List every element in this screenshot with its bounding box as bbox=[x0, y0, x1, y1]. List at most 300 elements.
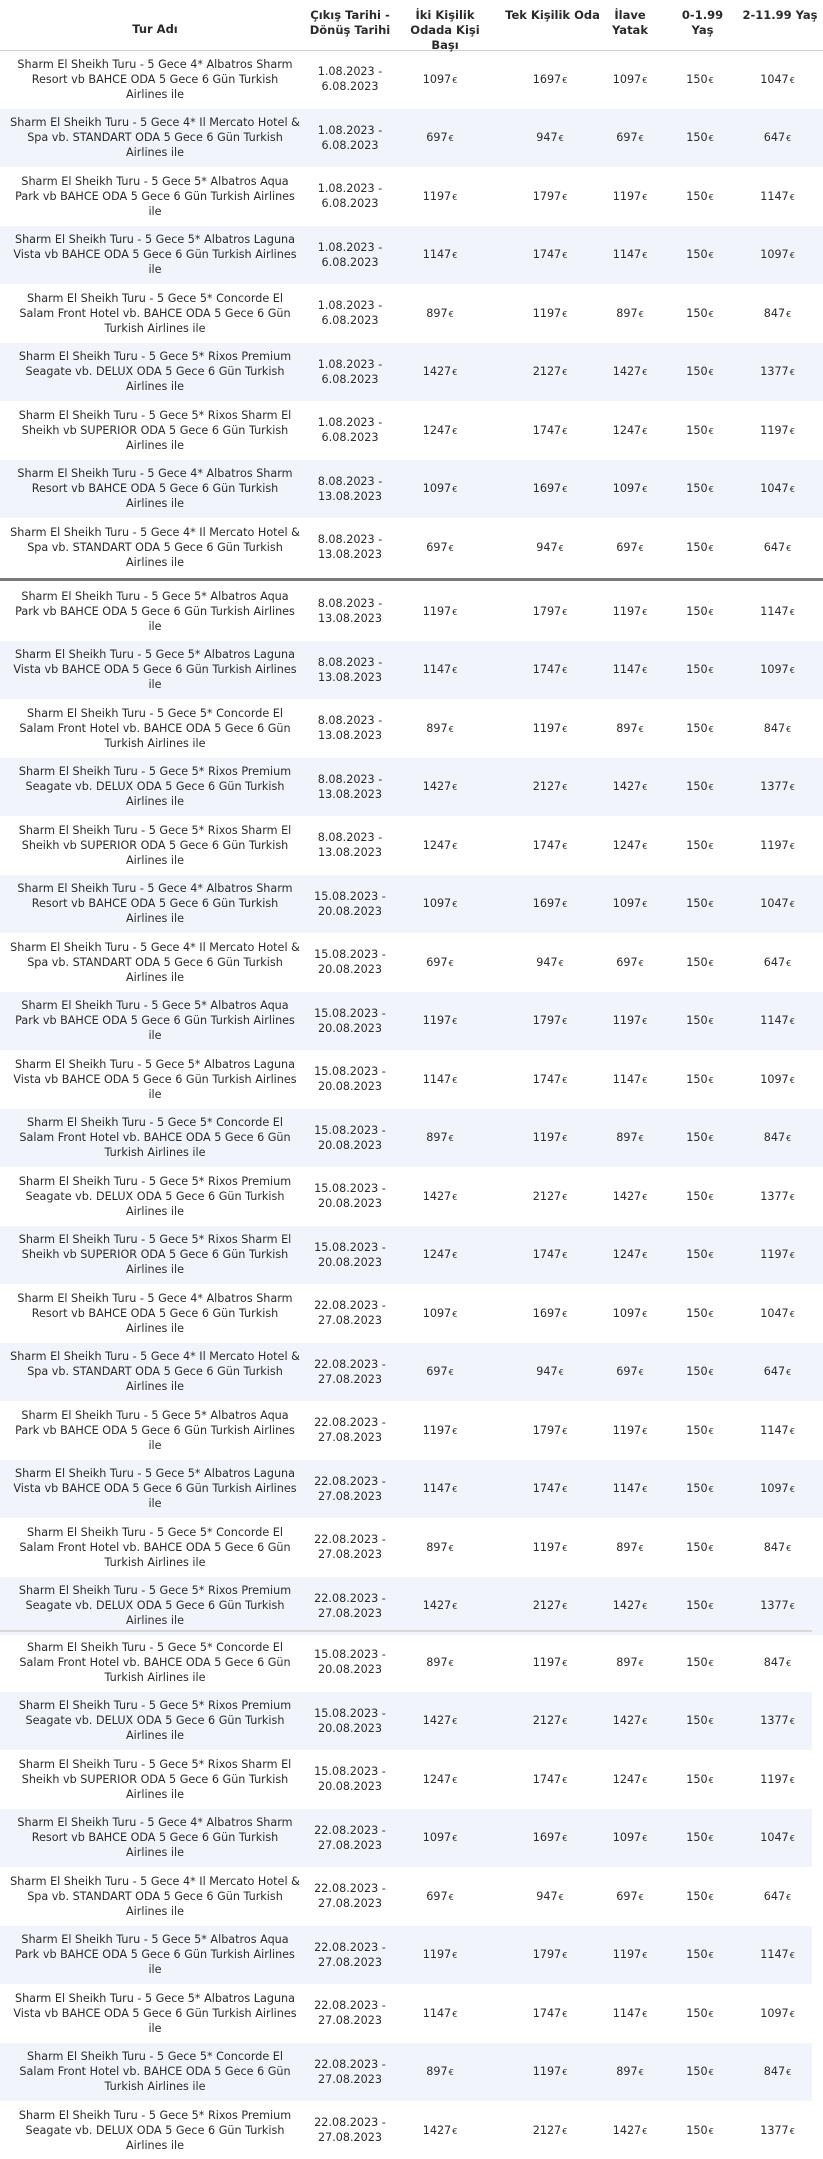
price-single-value: 947 bbox=[536, 1889, 558, 1903]
price-extra-bed bbox=[590, 1692, 670, 1750]
tour-name: Sharm El Sheikh Turu - 5 Gece 4* Albatros Sharm Resort vb BAHCE ODA 5 Gece 6 Gün Turkish Airlines ile bbox=[17, 1816, 293, 1859]
price-single bbox=[500, 2101, 600, 2159]
euro-symbol: € bbox=[562, 1834, 568, 1843]
euro-symbol: € bbox=[562, 485, 568, 494]
euro-symbol: € bbox=[638, 309, 644, 319]
euro-symbol: € bbox=[789, 1251, 795, 1260]
table-row bbox=[0, 226, 823, 284]
price-double-value: 1197 bbox=[422, 604, 452, 618]
euro-symbol: € bbox=[708, 1951, 714, 1960]
price-double-value: 1147 bbox=[422, 1482, 452, 1495]
price-extra-bed bbox=[590, 1167, 670, 1225]
price-double bbox=[390, 582, 490, 640]
euro-symbol: € bbox=[562, 783, 568, 792]
table-row bbox=[0, 816, 823, 874]
euro-symbol: € bbox=[708, 1075, 714, 1085]
price-double bbox=[390, 343, 490, 401]
table-row bbox=[0, 875, 823, 933]
price-double-value: 1147 bbox=[422, 2006, 452, 2020]
table-row bbox=[0, 1518, 823, 1576]
tour-name: Sharm El Sheikh Turu - 5 Gece 4* Albatros Sharm Resort vb BAHCE ODA 5 Gece 6 Gün Turkish Airlines ile bbox=[17, 1291, 293, 1335]
price-child-0-1 bbox=[665, 226, 735, 284]
price-double-value: 1427 bbox=[422, 365, 452, 378]
tour-dates: 15.08.2023 - 20.08.2023 bbox=[314, 1706, 386, 1735]
euro-symbol: € bbox=[642, 1717, 648, 1726]
price-child-0-1 bbox=[665, 1750, 735, 1808]
euro-symbol: € bbox=[789, 1775, 795, 1785]
price-single bbox=[500, 50, 600, 108]
price-double bbox=[390, 2101, 490, 2159]
price-extra-bed bbox=[590, 1577, 670, 1635]
price-child-2-11 bbox=[735, 1226, 820, 1284]
euro-symbol: € bbox=[562, 1192, 568, 1202]
price-child-2-11-value: 1047 bbox=[760, 1306, 789, 1320]
price-child-2-11-value: 1047 bbox=[760, 482, 789, 495]
price-double-value: 1197 bbox=[422, 189, 452, 203]
price-single-value: 947 bbox=[536, 1365, 558, 1378]
euro-symbol: € bbox=[708, 1717, 714, 1726]
euro-symbol: € bbox=[448, 134, 454, 143]
table-row bbox=[0, 50, 823, 108]
price-double bbox=[390, 226, 490, 284]
tour-dates: 8.08.2023 - 13.08.2023 bbox=[317, 772, 383, 801]
price-single bbox=[500, 933, 600, 991]
price-extra-bed-value: 897 bbox=[616, 1540, 638, 1554]
price-child-2-11 bbox=[735, 1284, 820, 1342]
price-child-2-11 bbox=[735, 992, 820, 1050]
header-extra-bed: İlave Yatak bbox=[612, 8, 648, 37]
price-double-value: 1247 bbox=[422, 423, 452, 437]
price-child-2-11 bbox=[735, 50, 820, 108]
price-double bbox=[390, 1401, 490, 1459]
euro-symbol: € bbox=[708, 2126, 714, 2136]
table-row bbox=[0, 1984, 812, 2042]
price-extra-bed bbox=[590, 1226, 670, 1284]
tour-dates: 22.08.2023 - 27.08.2023 bbox=[314, 1823, 386, 1852]
euro-symbol: € bbox=[789, 1602, 795, 1611]
euro-symbol: € bbox=[448, 1134, 454, 1143]
euro-symbol: € bbox=[638, 1543, 644, 1553]
table-row bbox=[0, 1050, 823, 1108]
price-child-0-1 bbox=[665, 992, 735, 1050]
euro-symbol: € bbox=[452, 1485, 458, 1494]
price-single-value: 2127 bbox=[532, 780, 562, 793]
price-child-2-11 bbox=[735, 109, 820, 167]
price-single bbox=[500, 343, 600, 401]
euro-symbol: € bbox=[708, 1426, 714, 1436]
price-child-0-1-value: 150 bbox=[686, 721, 708, 735]
price-single bbox=[500, 816, 600, 874]
price-child-0-1-value: 150 bbox=[686, 1889, 708, 1903]
euro-symbol: € bbox=[789, 900, 795, 909]
euro-symbol: € bbox=[789, 1951, 795, 1960]
euro-symbol: € bbox=[558, 958, 564, 968]
price-single-value: 947 bbox=[536, 955, 558, 969]
euro-symbol: € bbox=[786, 1892, 792, 1902]
price-child-0-1-value: 150 bbox=[686, 1540, 708, 1554]
price-extra-bed bbox=[590, 816, 670, 874]
euro-symbol: € bbox=[562, 1717, 568, 1726]
price-child-2-11-value: 647 bbox=[763, 1365, 786, 1378]
price-double bbox=[390, 284, 490, 342]
price-single-value: 1697 bbox=[532, 72, 562, 86]
euro-symbol: € bbox=[448, 724, 454, 734]
price-child-2-11-value: 1197 bbox=[760, 838, 789, 852]
euro-symbol: € bbox=[789, 192, 795, 202]
tour-name: Sharm El Sheikh Turu - 5 Gece 4* Albatros Sharm Resort vb BAHCE ODA 5 Gece 6 Gün Turkish Airlines ile bbox=[17, 57, 293, 101]
tour-dates: 8.08.2023 - 13.08.2023 bbox=[317, 474, 383, 503]
price-double-value: 1427 bbox=[422, 780, 452, 793]
price-double bbox=[390, 460, 490, 518]
price-child-2-11-value: 1097 bbox=[760, 2006, 789, 2020]
euro-symbol: € bbox=[642, 783, 648, 792]
tour-name: Sharm El Sheikh Turu - 5 Gece 5* Rixos Sharm El Sheikh vb SUPERIOR ODA 5 Gece 6 Gün Turkish Airlines ile bbox=[18, 1757, 292, 1801]
price-single-value: 1797 bbox=[532, 1423, 562, 1437]
euro-symbol: € bbox=[642, 1485, 648, 1494]
euro-symbol: € bbox=[638, 1658, 644, 1668]
euro-symbol: € bbox=[558, 543, 564, 553]
euro-symbol: € bbox=[638, 2068, 644, 2077]
price-extra-bed-value: 1197 bbox=[612, 1423, 642, 1437]
euro-symbol: € bbox=[642, 1602, 648, 1611]
euro-symbol: € bbox=[562, 368, 568, 377]
euro-symbol: € bbox=[708, 607, 714, 617]
price-extra-bed bbox=[590, 50, 670, 108]
price-double bbox=[390, 1343, 490, 1401]
price-single bbox=[500, 1633, 600, 1691]
price-child-2-11-value: 1147 bbox=[760, 1423, 789, 1437]
price-child-2-11-value: 1147 bbox=[760, 1948, 789, 1961]
euro-symbol: € bbox=[562, 1017, 568, 1026]
euro-symbol: € bbox=[789, 1309, 795, 1319]
euro-symbol: € bbox=[562, 75, 568, 85]
euro-symbol: € bbox=[642, 426, 648, 436]
price-single-value: 1697 bbox=[532, 482, 562, 495]
price-single-value: 947 bbox=[536, 540, 558, 554]
table-row bbox=[0, 582, 823, 640]
euro-symbol: € bbox=[642, 368, 648, 377]
price-child-0-1 bbox=[665, 1518, 735, 1576]
euro-symbol: € bbox=[708, 485, 714, 494]
tour-name: Sharm El Sheikh Turu - 5 Gece 5* Albatros Aqua Park vb BAHCE ODA 5 Gece 6 Gün Turkish Airlines ile bbox=[15, 1408, 295, 1452]
price-extra-bed-value: 1197 bbox=[612, 189, 642, 203]
price-extra-bed-value: 1427 bbox=[612, 2123, 642, 2137]
tour-dates: 15.08.2023 - 20.08.2023 bbox=[314, 1123, 386, 1152]
tour-name: Sharm El Sheikh Turu - 5 Gece 5* Albatros Laguna Vista vb BAHCE ODA 5 Gece 6 Gün Turkish Airlines ile bbox=[13, 1991, 297, 2035]
price-double bbox=[390, 1226, 490, 1284]
euro-symbol: € bbox=[708, 2009, 714, 2019]
price-child-0-1-value: 150 bbox=[686, 72, 708, 86]
price-extra-bed-value: 1147 bbox=[612, 248, 642, 261]
euro-symbol: € bbox=[789, 251, 795, 260]
price-extra-bed bbox=[590, 758, 670, 816]
price-double bbox=[390, 518, 490, 576]
price-child-2-11 bbox=[735, 343, 820, 401]
price-child-2-11 bbox=[735, 1692, 820, 1750]
tour-name: Sharm El Sheikh Turu - 5 Gece 5* Rixos Sharm El Sheikh vb SUPERIOR ODA 5 Gece 6 Gün Turkish Airlines ile bbox=[18, 408, 292, 452]
price-double-value: 1147 bbox=[422, 248, 452, 261]
euro-symbol: € bbox=[786, 543, 792, 553]
price-child-0-1 bbox=[665, 699, 735, 757]
table-row bbox=[0, 1401, 823, 1459]
price-child-0-1 bbox=[665, 167, 735, 225]
price-double-value: 1197 bbox=[422, 1423, 452, 1437]
euro-symbol: € bbox=[452, 607, 458, 617]
euro-symbol: € bbox=[708, 1251, 714, 1260]
price-extra-bed-value: 1247 bbox=[612, 423, 642, 437]
euro-symbol: € bbox=[642, 1951, 648, 1960]
price-single-value: 1747 bbox=[532, 1772, 562, 1786]
price-extra-bed bbox=[590, 933, 670, 991]
price-extra-bed bbox=[590, 1518, 670, 1576]
price-single bbox=[500, 992, 600, 1050]
tour-name: Sharm El Sheikh Turu - 5 Gece 5* Rixos Sharm El Sheikh vb SUPERIOR ODA 5 Gece 6 Gün Turkish Airlines ile bbox=[18, 1233, 292, 1276]
euro-symbol: € bbox=[642, 1075, 648, 1085]
tour-name: Sharm El Sheikh Turu - 5 Gece 5* Albatros Aqua Park vb BAHCE ODA 5 Gece 6 Gün Turkish Airlines ile bbox=[15, 589, 295, 633]
price-child-0-1-value: 150 bbox=[686, 131, 708, 144]
price-child-0-1-value: 150 bbox=[686, 1306, 708, 1320]
price-single bbox=[500, 1926, 600, 1984]
euro-symbol: € bbox=[786, 134, 792, 143]
price-extra-bed bbox=[590, 1460, 670, 1518]
price-single-value: 2127 bbox=[532, 1599, 562, 1612]
price-child-0-1 bbox=[665, 758, 735, 816]
price-child-2-11-value: 1377 bbox=[760, 365, 789, 378]
price-single-value: 2127 bbox=[532, 1189, 562, 1203]
euro-symbol: € bbox=[708, 1485, 714, 1494]
header-child-2-11: 2-11.99 Yaş bbox=[742, 8, 818, 22]
price-child-0-1 bbox=[665, 1109, 735, 1167]
tour-dates: 15.08.2023 - 20.08.2023 bbox=[314, 889, 386, 918]
table-row bbox=[0, 1867, 812, 1925]
price-single-value: 1797 bbox=[532, 604, 562, 618]
euro-symbol: € bbox=[789, 1075, 795, 1085]
price-single-value: 1197 bbox=[532, 1131, 562, 1144]
euro-symbol: € bbox=[448, 543, 454, 553]
euro-symbol: € bbox=[562, 251, 568, 260]
euro-symbol: € bbox=[789, 1834, 795, 1843]
euro-symbol: € bbox=[786, 1134, 792, 1143]
price-extra-bed-value: 897 bbox=[616, 1131, 638, 1144]
euro-symbol: € bbox=[642, 1309, 648, 1319]
price-extra-bed bbox=[590, 1343, 670, 1401]
price-single-value: 1747 bbox=[532, 1072, 562, 1086]
tour-dates: 22.08.2023 - 27.08.2023 bbox=[314, 1591, 386, 1620]
euro-symbol: € bbox=[786, 1543, 792, 1553]
tour-dates: 22.08.2023 - 27.08.2023 bbox=[314, 1474, 386, 1503]
tour-name: Sharm El Sheikh Turu - 5 Gece 5* Albatros Laguna Vista vb BAHCE ODA 5 Gece 6 Gün Turkish Airlines ile bbox=[13, 1057, 297, 1101]
price-child-0-1-value: 150 bbox=[686, 482, 708, 495]
price-single bbox=[500, 460, 600, 518]
price-double-value: 1427 bbox=[422, 1599, 452, 1612]
price-double-value: 697 bbox=[426, 540, 448, 554]
euro-symbol: € bbox=[638, 1134, 644, 1143]
euro-symbol: € bbox=[642, 251, 648, 260]
price-double bbox=[390, 1633, 490, 1691]
price-child-2-11 bbox=[735, 1577, 820, 1635]
price-double bbox=[390, 1809, 490, 1867]
euro-symbol: € bbox=[642, 1192, 648, 1202]
price-extra-bed-value: 697 bbox=[616, 955, 638, 969]
euro-symbol: € bbox=[562, 2068, 568, 2077]
euro-symbol: € bbox=[562, 1251, 568, 1260]
table-row bbox=[0, 109, 823, 167]
table-row bbox=[0, 1167, 823, 1225]
price-double bbox=[390, 1050, 490, 1108]
price-double bbox=[390, 1867, 490, 1925]
euro-symbol: € bbox=[452, 1192, 458, 1202]
price-extra-bed bbox=[590, 2101, 670, 2159]
price-child-2-11 bbox=[735, 582, 820, 640]
price-child-2-11 bbox=[735, 1926, 820, 1984]
price-child-2-11-value: 847 bbox=[763, 721, 786, 735]
price-child-2-11 bbox=[735, 2101, 820, 2159]
price-double-value: 697 bbox=[426, 1365, 448, 1378]
price-double bbox=[390, 875, 490, 933]
price-extra-bed-value: 697 bbox=[616, 1365, 638, 1378]
tour-name: Sharm El Sheikh Turu - 5 Gece 4* Il Mercato Hotel & Spa vb. STANDART ODA 5 Gece 6 Gün Turkish Airlines ile bbox=[10, 1350, 300, 1393]
price-single-value: 1797 bbox=[532, 189, 562, 203]
euro-symbol: € bbox=[789, 1017, 795, 1026]
tour-name: Sharm El Sheikh Turu - 5 Gece 5* Concorde El Salam Front Hotel vb. BAHCE ODA 5 Gece 6 Gün Turkish Airlines ile bbox=[19, 1116, 291, 1159]
tour-name: Sharm El Sheikh Turu - 5 Gece 5* Albatros Laguna Vista vb BAHCE ODA 5 Gece 6 Gün Turkish Airlines ile bbox=[13, 648, 297, 691]
price-extra-bed bbox=[590, 1284, 670, 1342]
price-child-2-11 bbox=[735, 284, 820, 342]
price-child-2-11-value: 1377 bbox=[760, 2123, 789, 2137]
price-single-value: 1747 bbox=[532, 2006, 562, 2020]
price-child-0-1 bbox=[665, 1401, 735, 1459]
euro-symbol: € bbox=[642, 2009, 648, 2019]
price-child-0-1 bbox=[665, 1577, 735, 1635]
price-double-value: 697 bbox=[426, 131, 448, 144]
euro-symbol: € bbox=[562, 1134, 568, 1143]
table-row bbox=[0, 1109, 823, 1167]
euro-symbol: € bbox=[708, 251, 714, 260]
table-row bbox=[0, 518, 823, 576]
price-child-0-1-value: 150 bbox=[686, 604, 708, 618]
tour-name: Sharm El Sheikh Turu - 5 Gece 5* Rixos Premium Seagate vb. DELUX ODA 5 Gece 6 Gün Turkish Airlines ile bbox=[18, 1699, 292, 1742]
price-extra-bed-value: 1097 bbox=[612, 1831, 642, 1844]
price-single bbox=[500, 1692, 600, 1750]
euro-symbol: € bbox=[708, 426, 714, 436]
price-extra-bed-value: 1427 bbox=[612, 1189, 642, 1203]
price-single bbox=[500, 518, 600, 576]
euro-symbol: € bbox=[562, 1309, 568, 1319]
tour-dates: 22.08.2023 - 27.08.2023 bbox=[314, 2057, 386, 2086]
price-single bbox=[500, 1984, 600, 2042]
price-single bbox=[500, 699, 600, 757]
price-child-2-11 bbox=[735, 1633, 820, 1691]
tour-dates: 1.08.2023 - 6.08.2023 bbox=[317, 357, 383, 386]
price-single-value: 1697 bbox=[532, 1831, 562, 1844]
price-child-2-11 bbox=[735, 226, 820, 284]
price-extra-bed-value: 1147 bbox=[612, 1482, 642, 1495]
euro-symbol: € bbox=[452, 1602, 458, 1611]
price-child-0-1-value: 150 bbox=[686, 2065, 708, 2078]
price-child-0-1-value: 150 bbox=[686, 780, 708, 793]
price-extra-bed bbox=[590, 1926, 670, 1984]
price-child-0-1 bbox=[665, 50, 735, 108]
price-child-0-1-value: 150 bbox=[686, 1772, 708, 1786]
euro-symbol: € bbox=[786, 1368, 792, 1377]
euro-symbol: € bbox=[642, 607, 648, 617]
price-extra-bed-value: 1097 bbox=[612, 897, 642, 910]
price-child-0-1 bbox=[665, 2101, 735, 2159]
header-single-room: Tek Kişilik Oda bbox=[505, 8, 600, 22]
price-single-value: 1797 bbox=[532, 1014, 562, 1027]
euro-symbol: € bbox=[708, 1775, 714, 1785]
price-child-0-1-value: 150 bbox=[686, 1948, 708, 1961]
price-single bbox=[500, 1577, 600, 1635]
euro-symbol: € bbox=[448, 2068, 454, 2077]
euro-symbol: € bbox=[562, 426, 568, 436]
euro-symbol: € bbox=[638, 543, 644, 553]
euro-symbol: € bbox=[789, 666, 795, 675]
price-child-0-1 bbox=[665, 641, 735, 699]
tour-name: Sharm El Sheikh Turu - 5 Gece 5* Albatros Aqua Park vb BAHCE ODA 5 Gece 6 Gün Turkish Airlines ile bbox=[15, 174, 295, 218]
price-child-2-11-value: 1377 bbox=[760, 1714, 789, 1727]
euro-symbol: € bbox=[708, 1543, 714, 1553]
euro-symbol: € bbox=[786, 958, 792, 968]
tour-dates: 15.08.2023 - 20.08.2023 bbox=[314, 948, 386, 976]
price-child-2-11 bbox=[735, 758, 820, 816]
price-child-2-11 bbox=[735, 1984, 820, 2042]
price-extra-bed bbox=[590, 641, 670, 699]
price-child-0-1-value: 150 bbox=[686, 955, 708, 969]
price-extra-bed bbox=[590, 1050, 670, 1108]
euro-symbol: € bbox=[642, 841, 648, 851]
price-child-2-11 bbox=[735, 816, 820, 874]
price-child-0-1-value: 150 bbox=[686, 423, 708, 437]
price-child-0-1-value: 150 bbox=[686, 1248, 708, 1261]
euro-symbol: € bbox=[642, 1834, 648, 1843]
price-child-0-1 bbox=[665, 1926, 735, 1984]
price-double-value: 1097 bbox=[422, 72, 452, 86]
price-extra-bed-value: 697 bbox=[616, 540, 638, 554]
price-child-0-1-value: 150 bbox=[686, 663, 708, 676]
tour-dates: 22.08.2023 - 27.08.2023 bbox=[314, 1940, 386, 1969]
price-double bbox=[390, 1460, 490, 1518]
table-row bbox=[0, 401, 823, 459]
price-double bbox=[390, 109, 490, 167]
euro-symbol: € bbox=[562, 607, 568, 617]
euro-symbol: € bbox=[642, 666, 648, 675]
euro-symbol: € bbox=[452, 783, 458, 792]
price-double-value: 697 bbox=[426, 955, 448, 969]
euro-symbol: € bbox=[708, 1658, 714, 1668]
price-child-0-1-value: 150 bbox=[686, 248, 708, 261]
price-child-0-1 bbox=[665, 109, 735, 167]
price-child-0-1 bbox=[665, 1809, 735, 1867]
price-extra-bed-value: 1197 bbox=[612, 1014, 642, 1027]
table-row bbox=[0, 460, 823, 518]
price-extra-bed-value: 1247 bbox=[612, 838, 642, 852]
euro-symbol: € bbox=[452, 426, 458, 436]
price-extra-bed bbox=[590, 582, 670, 640]
euro-symbol: € bbox=[452, 368, 458, 377]
tour-name: Sharm El Sheikh Turu - 5 Gece 5* Concorde El Salam Front Hotel vb. BAHCE ODA 5 Gece 6 Gün Turkish Airlines ile bbox=[19, 706, 291, 750]
euro-symbol: € bbox=[786, 724, 792, 734]
price-double bbox=[390, 1926, 490, 1984]
price-extra-bed-value: 897 bbox=[616, 721, 638, 735]
price-child-0-1 bbox=[665, 284, 735, 342]
price-child-2-11-value: 1147 bbox=[760, 189, 789, 203]
price-extra-bed-value: 1097 bbox=[612, 1306, 642, 1320]
price-child-0-1-value: 150 bbox=[686, 1131, 708, 1144]
price-extra-bed-value: 1247 bbox=[612, 1772, 642, 1786]
tour-name: Sharm El Sheikh Turu - 5 Gece 5* Albatros Laguna Vista vb BAHCE ODA 5 Gece 6 Gün Turkish Airlines ile bbox=[13, 1467, 297, 1510]
price-child-2-11 bbox=[735, 1518, 820, 1576]
